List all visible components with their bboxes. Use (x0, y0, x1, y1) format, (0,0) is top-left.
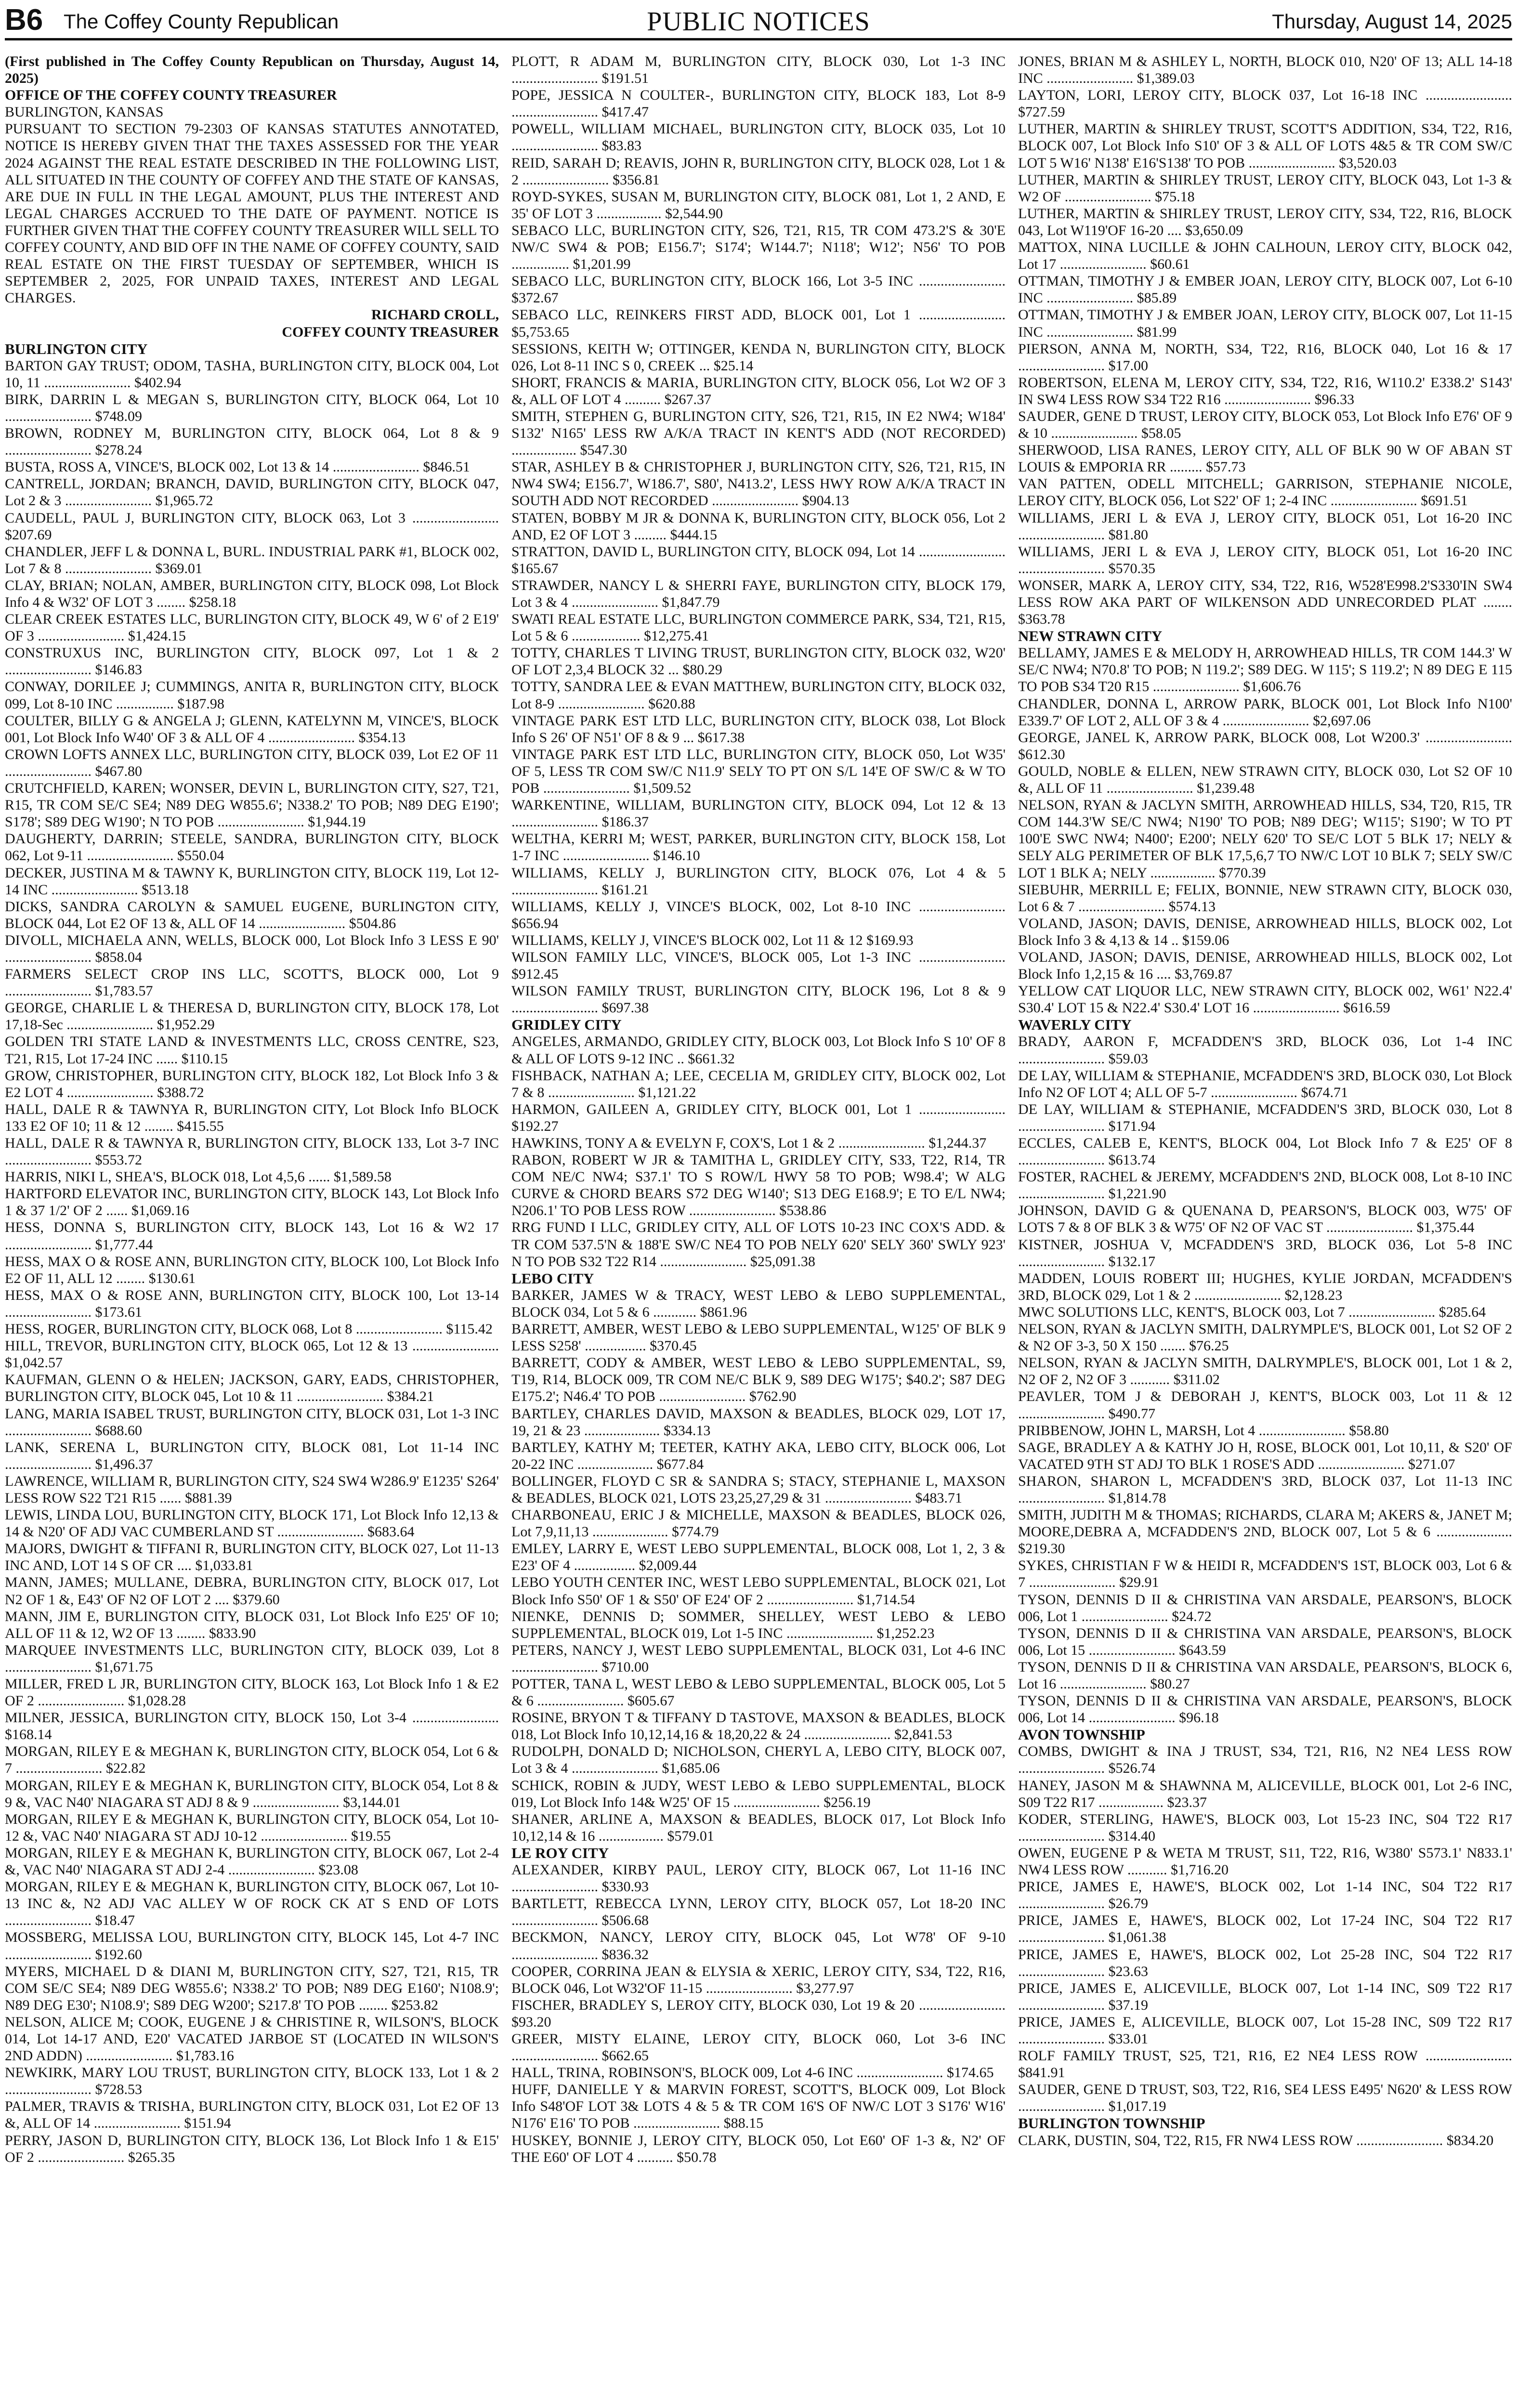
tax-listing: TYSON, DENNIS D II & CHRISTINA VAN ARSDALE, PEARSON'S, BLOCK 006, Lot 1 ........................ $24.72 (1018, 1591, 1512, 1624)
tax-listing: BOLLINGER, FLOYD C SR & SANDRA S; STACY, STEPHANIE L, MAXSON & BEADLES, BLOCK 021, LOTS 23,25,27,29 & 31 ........................ $483.71 (511, 1473, 1006, 1506)
tax-listing: CONWAY, DORILEE J; CUMMINGS, ANITA R, BURLINGTON CITY, BLOCK 099, Lot 8-10 INC ................ $187.98 (5, 679, 499, 712)
tax-listing: GROW, CHRISTOPHER, BURLINGTON CITY, BLOCK 182, Lot Block Info 3 & E2 LOT 4 ........................ $388.72 (5, 1067, 499, 1100)
tax-listing: WELTHA, KERRI M; WEST, PARKER, BURLINGTON CITY, BLOCK 158, Lot 1-7 INC ........................ $146.10 (511, 831, 1006, 864)
tax-listing: MANN, JAMES; MULLANE, DEBRA, BURLINGTON CITY, BLOCK 017, Lot N2 OF 1 &, E43' OF N2 OF LOT 2 .... $379.60 (5, 1574, 499, 1608)
tax-listing: SEBACO LLC, REINKERS FIRST ADD, BLOCK 001, Lot 1 ........................ $5,753.65 (511, 307, 1006, 340)
tax-listing: BECKMON, NANCY, LEROY CITY, BLOCK 045, Lot W78' OF 9-10 ........................ $836.32 (511, 1929, 1006, 1963)
tax-listing: SHARON, SHARON L, MCFADDEN'S 3RD, BLOCK 037, Lot 11-13 INC ........................ $1,814.78 (1018, 1473, 1512, 1506)
tax-listing: SAUDER, GENE D TRUST, S03, T22, R16, SE4 LESS E495' N620' & LESS ROW ........................ $1,017.19 (1018, 2081, 1512, 2115)
tax-listing: GOULD, NOBLE & ELLEN, NEW STRAWN CITY, BLOCK 030, Lot S2 OF 10 &, ALL OF 11 ........................ $1,239.48 (1018, 763, 1512, 797)
tax-listing: STRAWDER, NANCY L & SHERRI FAYE, BURLINGTON CITY, BLOCK 179, Lot 3 & 4 ........................ $1,847.79 (511, 577, 1006, 610)
tax-listing: JONES, BRIAN M & ASHLEY L, NORTH, BLOCK 010, N20' OF 13; ALL 14-18 INC ........................ $1,389.03 (1018, 53, 1512, 87)
tax-listing: WONSER, MARK A, LEROY CITY, S34, T22, R16, W528'E998.2'S330'IN SW4 LESS ROW AKA PART OF WILKENSON ADD UNRECORDED PLAT ........ $363.78 (1018, 577, 1512, 628)
tax-listing: DICKS, SANDRA CAROLYN & SAMUEL EUGENE, BURLINGTON CITY, BLOCK 044, Lot E2 OF 13 &, ALL OF 14 ........................ $504.86 (5, 898, 499, 931)
tax-listing: CONSTRUXUS INC, BURLINGTON CITY, BLOCK 097, Lot 1 & 2 ........................ $146.83 (5, 645, 499, 678)
signer-name: RICHARD CROLL, (371, 307, 499, 323)
tax-listing: TYSON, DENNIS D II & CHRISTINA VAN ARSDALE, PEARSON'S, BLOCK 6, Lot 16 ........................ $80.27 (1018, 1659, 1512, 1692)
tax-listing: MADDEN, LOUIS ROBERT III; HUGHES, KYLIE JORDAN, MCFADDEN'S 3RD, BLOCK 029, Lot 1 & 2 ........................ $2,128.23 (1018, 1270, 1512, 1303)
tax-listing: BARTLEY, KATHY M; TEETER, KATHY AKA, LEBO CITY, BLOCK 006, Lot 20-22 INC ..................... $677.84 (511, 1439, 1006, 1472)
tax-listing: ROYD-SYKES, SUSAN M, BURLINGTON CITY, BLOCK 081, Lot 1, 2 AND, E 35' OF LOT 3 .................. $2,544.90 (511, 188, 1006, 222)
tax-listing: BARRETT, AMBER, WEST LEBO & LEBO SUPPLEMENTAL, W125' OF BLK 9 LESS S258' ................. $370.45 (511, 1321, 1006, 1354)
tax-listing: WILLIAMS, KELLY J, BURLINGTON CITY, BLOCK 076, Lot 4 & 5 ........................ $161.21 (511, 864, 1006, 898)
tax-listing: GEORGE, JANEL K, ARROW PARK, BLOCK 008, Lot W200.3' ........................ $612.30 (1018, 729, 1512, 762)
signer-title: COFFEY COUNTY TREASURER (282, 324, 499, 340)
tax-listing: NEWKIRK, MARY LOU TRUST, BURLINGTON CITY, BLOCK 133, Lot 1 & 2 ........................ $728.53 (5, 2065, 499, 2098)
page-number: B6 (5, 3, 43, 37)
tax-listing: LUTHER, MARTIN & SHIRLEY TRUST, SCOTT'S ADDITION, S34, T22, R16, BLOCK 007, Lot Block Info S10' OF 3 & ALL OF LOTS 4&5 & TR COM SW/C LOT 5 W16' N138' E16'S138' TO POB ........................ $3,520.03 (1018, 121, 1512, 171)
city-heading: BURLINGTON TOWNSHIP (1018, 2115, 1205, 2132)
tax-listing: PRICE, JAMES E, HAWE'S, BLOCK 002, Lot 25-28 INC, S04 T22 R17 ........................ $23.63 (1018, 1946, 1512, 1979)
tax-listing: SEBACO LLC, BURLINGTON CITY, BLOCK 166, Lot 3-5 INC ........................ $372.67 (511, 273, 1006, 306)
tax-listing: POWELL, WILLIAM MICHAEL, BURLINGTON CITY, BLOCK 035, Lot 10 ........................ $83.83 (511, 121, 1006, 154)
tax-listing: MOSSBERG, MELISSA LOU, BURLINGTON CITY, BLOCK 145, Lot 4-7 INC ........................ $192.60 (5, 1929, 499, 1963)
tax-listing: NELSON, RYAN & JACLYN SMITH, DALRYMPLE'S, BLOCK 001, Lot 1 & 2, N2 OF 2, N2 OF 3 ........... $311.02 (1018, 1355, 1512, 1388)
tax-listing: MORGAN, RILEY E & MEGHAN K, BURLINGTON CITY, BLOCK 054, Lot 6 & 7 ........................ $22.82 (5, 1743, 499, 1777)
tax-listing: VINTAGE PARK EST LTD LLC, BURLINGTON CITY, BLOCK 038, Lot Block Info S 26' OF N51' OF 8 & 9 ... $617.38 (511, 712, 1006, 746)
city-heading: GRIDLEY CITY (511, 1016, 622, 1034)
tax-listing: VINTAGE PARK EST LTD LLC, BURLINGTON CITY, BLOCK 050, Lot W35' OF 5, LESS TR COM SW/C N11.9' SELY TO PT ON S/L 14'E OF SW/C & W TO POB ........................ $1,509.52 (511, 746, 1006, 797)
tax-listing: NELSON, RYAN & JACLYN SMITH, ARROWHEAD HILLS, S34, T20, R15, TR COM 144.3'W SE/C NW4; N190' TO POB; N89 DEG'; W115'; S190'; W TO PT 100'E SWC NW4; N400'; E200'; NELY 620' TO SE/C LOT 5 BLK 17; NELY & SELY ALG PERIMETER OF BLK 17,5,6,7 TO NW/C LOT 10 BLK 7; SELY SW/C LOT 1 BLK A; NELY .................. $770.39 (1018, 797, 1512, 881)
tax-listing: DAUGHERTY, DARRIN; STEELE, SANDRA, BURLINGTON CITY, BLOCK 062, Lot 9-11 ........................ $550.04 (5, 831, 499, 864)
column-1 (5, 53, 499, 2408)
tax-listing: MAJORS, DWIGHT & TIFFANI R, BURLINGTON CITY, BLOCK 027, Lot 11-13 INC AND, LOT 14 S OF CR .... $1,033.81 (5, 1541, 499, 1574)
tax-listing: SHORT, FRANCIS & MARIA, BURLINGTON CITY, BLOCK 056, Lot W2 OF 3 &, ALL OF LOT 4 .......... $267.37 (511, 374, 1006, 407)
paper-name: The Coffey County Republican (64, 10, 339, 33)
tax-listing: HARTFORD ELEVATOR INC, BURLINGTON CITY, BLOCK 143, Lot Block Info 1 & 37 1/2' OF 2 ...... $1,069.16 (5, 1186, 499, 1219)
tax-listing: OTTMAN, TIMOTHY J & EMBER JOAN, LEROY CITY, BLOCK 007, Lot 6-10 INC ........................ $85.89 (1018, 273, 1512, 306)
tax-listing: ROSINE, BRYON T & TIFFANY D TASTOVE, MAXSON & BEADLES, BLOCK 018, Lot Block Info 10,12,14,16 & 18,20,22 & 24 ........................ $2,841.53 (511, 1710, 1006, 1743)
tax-listing: BARTON GAY TRUST; ODOM, TASHA, BURLINGTON CITY, BLOCK 004, Lot 10, 11 ........................ $402.94 (5, 357, 499, 391)
tax-listing: TOTTY, SANDRA LEE & EVAN MATTHEW, BURLINGTON CITY, BLOCK 032, Lot 8-9 ........................ $620.88 (511, 679, 1006, 712)
tax-listing: JOHNSON, DAVID G & QUENANA D, PEARSON'S, BLOCK 003, W75' OF LOTS 7 & 8 OF BLK 3 & W75' OF N2 OF VAC ST ........................ $1,375.44 (1018, 1203, 1512, 1236)
tax-listing: HESS, MAX O & ROSE ANN, BURLINGTON CITY, BLOCK 100, Lot Block Info E2 OF 11, ALL 12 ........ $130.61 (5, 1253, 499, 1286)
tax-listing: HESS, ROGER, BURLINGTON CITY, BLOCK 068, Lot 8 ........................ $115.42 (5, 1321, 493, 1337)
tax-listing: SIEBUHR, MERRILL E; FELIX, BONNIE, NEW STRAWN CITY, BLOCK 030, Lot 6 & 7 ........................ $574.13 (1018, 881, 1512, 915)
tax-listing: HESS, DONNA S, BURLINGTON CITY, BLOCK 143, Lot 16 & W2 17 ........................ $1,777.44 (5, 1219, 499, 1253)
tax-listing: BARTLEY, CHARLES DAVID, MAXSON & BEADLES, BLOCK 029, LOT 17, 19, 21 & 23 ..................... $334.13 (511, 1405, 1006, 1439)
tax-listing: PALMER, TRAVIS & TRISHA, BURLINGTON CITY, BLOCK 031, Lot E2 OF 13 &, ALL OF 14 ........................ $151.94 (5, 2098, 499, 2132)
tax-listing: MORGAN, RILEY E & MEGHAN K, BURLINGTON CITY, BLOCK 067, Lot 10-13 INC &, N2 ADJ VAC ALLEY W OF ROCK CK AT S END OF LOTS ........................ $18.47 (5, 1879, 499, 1929)
tax-listing: RABON, ROBERT W JR & TAMITHA L, GRIDLEY CITY, S33, T22, R14, TR COM NE/C NW4; S37.1' TO S ROW/L HWY 58 TO POB; W98.4'; W ALG CURVE & CHORD BEARS S72 DEG W140'; S13 DEG E168.9'; E TO E/L NW4; N206.1' TO POB LESS ROW ........................ $538.86 (511, 1152, 1006, 1219)
notice-body: PURSUANT TO SECTION 79-2303 OF KANSAS STATUTES ANNOTATED, NOTICE IS HEREBY GIVEN THAT THE TAXES ASSESSED FOR THE YEAR 2024 AGAINST THE REAL ESTATE DESCRIBED IN THE FOLLOWING LIST, ALL SITUATED IN THE COUNTY OF COFFEY AND THE STATE OF KANSAS, ARE DUE IN FULL IN THE LEGAL AMOUNT, PLUS THE INTEREST AND LEGAL CHARGES ACCRUED TO THE DATE OF PAYMENT. NOTICE IS FURTHER GIVEN THAT THE COFFEY COUNTY TREASURER WILL SELL TO COFFEY COUNTY, AND BID OFF IN THE NAME OF COFFEY COUNTY, SAID REAL ESTATE ON THE FIRST TUESDAY OF SEPTEMBER, WHICH IS SEPTEMBER 2, 2025, FOR UNPAID TAXES, INTEREST AND LEGAL CHARGES. (5, 121, 499, 306)
tax-listing: GOLDEN TRI STATE LAND & INVESTMENTS LLC, CROSS CENTRE, S23, T21, R15, Lot 17-24 INC ...... $110.15 (5, 1034, 499, 1067)
tax-listing: BARRETT, CODY & AMBER, WEST LEBO & LEBO SUPPLEMENTAL, S9, T19, R14, BLOCK 009, TR COM NE/C BLK 9, S89 DEG W175'; $40.2'; S87 DEG E175.2'; N46.4' TO POB ........................ $762.90 (511, 1355, 1006, 1405)
tax-listing: COMBS, DWIGHT & INA J TRUST, S34, T21, R16, N2 NE4 LESS ROW ........................ $526.74 (1018, 1743, 1512, 1777)
tax-listing: BARTLETT, REBECCA LYNN, LEROY CITY, BLOCK 057, Lot 18-20 INC ........................ $506.68 (511, 1896, 1006, 1929)
tax-listing: RRG FUND I LLC, GRIDLEY CITY, ALL OF LOTS 10-23 INC COX'S ADD. & TR COM 537.5'N & 188'E SW/C NE4 TO POB NELY 620' SELY 360' SWLY 923' N TO POB S32 T22 R14 ........................ $25,091.38 (511, 1219, 1006, 1269)
tax-listing: SHANER, ARLINE A, MAXSON & BEADLES, BLOCK 017, Lot Block Info 10,12,14 & 16 .................. $579.01 (511, 1811, 1006, 1844)
tax-listing: MATTOX, NINA LUCILLE & JOHN CALHOUN, LEROY CITY, BLOCK 042, Lot 17 ........................ $60.61 (1018, 239, 1512, 273)
tax-listing: VOLAND, JASON; DAVIS, DENISE, ARROWHEAD HILLS, BLOCK 002, Lot Block Info 1,2,15 & 16 .... $3,769.87 (1018, 949, 1512, 982)
tax-listing: ECCLES, CALEB E, KENT'S, BLOCK 004, Lot Block Info 7 & E25' OF 8 ........................ $613.74 (1018, 1135, 1512, 1168)
tax-listing: FISCHER, BRADLEY S, LEROY CITY, BLOCK 030, Lot 19 & 20 ........................ $93.20 (511, 1997, 1006, 2030)
tax-listing: PRICE, JAMES E, ALICEVILLE, BLOCK 007, Lot 15-28 INC, S09 T22 R17 ........................ $33.01 (1018, 2014, 1512, 2047)
tax-listing: ROLF FAMILY TRUST, S25, T21, R16, E2 NE4 LESS ROW ........................ $841.91 (1018, 2048, 1512, 2081)
tax-listing: HAWKINS, TONY A & EVELYN F, COX'S, Lot 1 & 2 ........................ $1,244.37 (511, 1135, 987, 1151)
tax-listing: NIENKE, DENNIS D; SOMMER, SHELLEY, WEST LEBO & LEBO SUPPLEMENTAL, BLOCK 019, Lot 1-5 INC ........................ $1,252.23 (511, 1608, 1006, 1641)
tax-listing: CANTRELL, JORDAN; BRANCH, DAVID, BURLINGTON CITY, BLOCK 047, Lot 2 & 3 ........................ $1,965.72 (5, 476, 499, 509)
tax-listing: LAYTON, LORI, LEROY CITY, BLOCK 037, Lot 16-18 INC ........................ $727.59 (1018, 87, 1512, 120)
tax-listing: MORGAN, RILEY E & MEGHAN K, BURLINGTON CITY, BLOCK 067, Lot 2-4 &, VAC N40' NIAGARA ST ADJ 2-4 ........................ $23.08 (5, 1845, 499, 1878)
tax-listing: SESSIONS, KEITH W; OTTINGER, KENDA N, BURLINGTON CITY, BLOCK 026, Lot 8-11 INC S 0, CREEK ... $25.14 (511, 340, 1006, 374)
tax-listing: WILSON FAMILY TRUST, BURLINGTON CITY, BLOCK 196, Lot 8 & 9 ........................ $697.38 (511, 983, 1006, 1016)
tax-listing: DE LAY, WILLIAM & STEPHANIE, MCFADDEN'S 3RD, BLOCK 030, Lot 8 ........................ $171.94 (1018, 1101, 1512, 1134)
tax-listing: PRICE, JAMES E, HAWE'S, BLOCK 002, Lot 17-24 INC, S04 T22 R17 ........................ $1,061.38 (1018, 1912, 1512, 1946)
tax-listing: SAUDER, GENE D TRUST, LEROY CITY, BLOCK 053, Lot Block Info E76' OF 9 & 10 ........................ $58.05 (1018, 408, 1512, 442)
tax-listing: EMLEY, LARRY E, WEST LEBO SUPPLEMENTAL, BLOCK 008, Lot 1, 2, 3 & E23' OF 4 ................. $2,009.44 (511, 1541, 1006, 1574)
tax-listing: TOTTY, CHARLES T LIVING TRUST, BURLINGTON CITY, BLOCK 032, W20' OF LOT 2,3,4 BLOCK 32 ... $80.29 (511, 645, 1006, 678)
tax-listing: VAN PATTEN, ODELL MITCHELL; GARRISON, STEPHANIE NICOLE, LEROY CITY, BLOCK 056, Lot S22' OF 1; 2-4 INC ........................ $691.51 (1018, 476, 1512, 509)
city-heading: BURLINGTON CITY (5, 340, 148, 357)
tax-listing: BELLAMY, JAMES E & MELODY H, ARROWHEAD HILLS, TR COM 144.3' W SE/C NW4; N70.8' TO POB; N 119.2'; S89 DEG. W 115'; S 119.2'; N 89 DEG E 115 TO POB S34 T20 R15 ........................ $1,606.76 (1018, 645, 1512, 695)
tax-listing: HARRIS, NIKI L, SHEA'S, BLOCK 018, Lot 4,5,6 ...... $1,589.58 (5, 1169, 392, 1185)
tax-listing: SWATI REAL ESTATE LLC, BURLINGTON COMMERCE PARK, S34, T21, R15, Lot 5 & 6 ................... $12,275.41 (511, 611, 1006, 644)
tax-listing: GREER, MISTY ELAINE, LEROY CITY, BLOCK 060, Lot 3-6 INC ........................ $662.65 (511, 2030, 1006, 2064)
office-heading: OFFICE OF THE COFFEY COUNTY TREASURER (5, 87, 337, 104)
tax-listing: PETERS, NANCY J, WEST LEBO SUPPLEMENTAL, BLOCK 031, Lot 4-6 INC ........................ $710.00 (511, 1642, 1006, 1675)
tax-listing: SEBACO LLC, BURLINGTON CITY, S26, T21, R15, TR COM 473.2'S & 30'E NW/C SW4 & POB; E156.7'; S174'; W144.7'; N118'; W12'; N56' TO POB ................ $1,201.99 (511, 222, 1006, 273)
city-heading: LE ROY CITY (511, 1844, 609, 1861)
column-2 (511, 53, 1006, 2408)
tax-listing: LEWIS, LINDA LOU, BURLINGTON CITY, BLOCK 171, Lot Block Info 12,13 & 14 & N20' OF ADJ VAC CUMBERLAND ST ........................ $683.64 (5, 1507, 499, 1540)
tax-listing: HALL, TRINA, ROBINSON'S, BLOCK 009, Lot 4-6 INC ........................ $174.65 (511, 2065, 994, 2081)
tax-listing: DECKER, JUSTINA M & TAWNY K, BURLINGTON CITY, BLOCK 119, Lot 12-14 INC ........................ $513.18 (5, 864, 499, 898)
section-title: PUBLIC NOTICES (647, 7, 870, 37)
tax-listing: PRICE, JAMES E, ALICEVILLE, BLOCK 007, Lot 1-14 INC, S09 T22 R17 ........................ $37.19 (1018, 1980, 1512, 2013)
tax-listing: HUFF, DANIELLE Y & MARVIN FOREST, SCOTT'S, BLOCK 009, Lot Block Info S48'OF LOT 3& LOTS 4 & 5 & TR COM 16'S OF NW/C LOT 3 S176' W16' N176' E16' TO POB ........................ $88.15 (511, 2081, 1006, 2132)
tax-listing: MANN, JIM E, BURLINGTON CITY, BLOCK 031, Lot Block Info E25' OF 10; ALL OF 11 & 12, W2 OF 13 ........ $833.90 (5, 1608, 499, 1641)
tax-listing: TYSON, DENNIS D II & CHRISTINA VAN ARSDALE, PEARSON'S, BLOCK 006, Lot 15 ........................ $643.59 (1018, 1625, 1512, 1658)
tax-listing: LUTHER, MARTIN & SHIRLEY TRUST, LEROY CITY, BLOCK 043, Lot 1-3 & W2 OF ........................ $75.18 (1018, 171, 1512, 205)
tax-listing: PLOTT, R ADAM M, BURLINGTON CITY, BLOCK 030, Lot 1-3 INC ........................ $191.51 (511, 53, 1006, 87)
tax-listing: PRICE, JAMES E, HAWE'S, BLOCK 002, Lot 1-14 INC, S04 T22 R17 ........................ $26.79 (1018, 1879, 1512, 1912)
tax-listing: COULTER, BILLY G & ANGELA J; GLENN, KATELYNN M, VINCE'S, BLOCK 001, Lot Block Info W40' OF 3 & ALL OF 4 ........................ $354.13 (5, 712, 499, 746)
tax-listing: CLARK, DUSTIN, S04, T22, R15, FR NW4 LESS ROW ........................ $834.20 (1018, 2132, 1494, 2148)
tax-listing: HANEY, JASON M & SHAWNNA M, ALICEVILLE, BLOCK 001, Lot 2-6 INC, S09 T22 R17 .................. $23.37 (1018, 1777, 1512, 1810)
tax-listing: HALL, DALE R & TAWNYA R, BURLINGTON CITY, Lot Block Info BLOCK 133 E2 OF 10; 11 & 12 ........ $415.55 (5, 1101, 499, 1134)
tax-listing: SMITH, JUDITH M & THOMAS; RICHARDS, CLARA M; AKERS &, JANET M; MOORE,DEBRA A, MCFADDEN'S 2ND, BLOCK 007, Lot 5 & 6 ..................... $219.30 (1018, 1507, 1512, 1557)
tax-listing: HESS, MAX O & ROSE ANN, BURLINGTON CITY, BLOCK 100, Lot 13-14 ........................ $173.61 (5, 1287, 499, 1320)
column-3 (1018, 53, 1512, 2408)
tax-listing: WILLIAMS, KELLY J, VINCE'S BLOCK, 002, Lot 8-10 INC ........................ $656.94 (511, 898, 1006, 931)
tax-listing: SCHICK, ROBIN & JUDY, WEST LEBO & LEBO SUPPLEMENTAL, BLOCK 019, Lot Block Info 14& W25' OF 15 ........................ $256.19 (511, 1777, 1006, 1810)
publication-line: (First published in The Coffey County Republican on Thursday, August 14, 2025) (5, 53, 499, 87)
tax-listing: CHANDLER, JEFF L & DONNA L, BURL. INDUSTRIAL PARK #1, BLOCK 002, Lot 7 & 8 ........................ $369.01 (5, 543, 499, 576)
tax-listing: YELLOW CAT LIQUOR LLC, NEW STRAWN CITY, BLOCK 002, W61' N22.4' S30.4' LOT 15 & N22.4' S30.4' LOT 16 ........................ $616.59 (1018, 983, 1512, 1016)
tax-listing: ANGELES, ARMANDO, GRIDLEY CITY, BLOCK 003, Lot Block Info S 10' OF 8 & ALL OF LOTS 9-12 INC .. $661.32 (511, 1034, 1006, 1067)
tax-listing: PRIBBENOW, JOHN L, MARSH, Lot 4 ........................ $58.80 (1018, 1422, 1389, 1439)
tax-listing: BRADY, AARON F, MCFADDEN'S 3RD, BLOCK 036, Lot 1-4 INC ........................ $59.03 (1018, 1034, 1512, 1067)
tax-listing: LANK, SERENA L, BURLINGTON CITY, BLOCK 081, Lot 11-14 INC ........................ $1,496.37 (5, 1439, 499, 1472)
tax-listing: REID, SARAH D; REAVIS, JOHN R, BURLINGTON CITY, BLOCK 028, Lot 1 & 2 ........................ $356.81 (511, 155, 1006, 188)
tax-listing: MORGAN, RILEY E & MEGHAN K, BURLINGTON CITY, BLOCK 054, Lot 8 & 9 &, VAC N40' NIAGARA ST ADJ 8 & 9 ........................ $3,144.01 (5, 1777, 499, 1810)
tax-listing: MILLER, FRED L JR, BURLINGTON CITY, BLOCK 163, Lot Block Info 1 & E2 OF 2 ........................ $1,028.28 (5, 1676, 499, 1709)
tax-listing: HARMON, GAILEEN A, GRIDLEY CITY, BLOCK 001, Lot 1 ........................ $192.27 (511, 1101, 1006, 1134)
city-heading: NEW STRAWN CITY (1018, 628, 1163, 645)
tax-listing: NELSON, ALICE M; COOK, EUGENE J & CHRISTINE R, WILSON'S, BLOCK 014, Lot 14-17 AND, E20' VACATED JARBOE ST (LOCATED IN WILSON'S 2ND ADDN) ........................ $1,783.16 (5, 2014, 499, 2064)
tax-listing: ALEXANDER, KIRBY PAUL, LEROY CITY, BLOCK 067, Lot 11-16 INC ........................ $330.93 (511, 1862, 1006, 1895)
tax-listing: CAUDELL, PAUL J, BURLINGTON CITY, BLOCK 063, Lot 3 ........................ $207.69 (5, 510, 499, 543)
tax-listing: WILLIAMS, KELLY J, VINCE'S BLOCK 002, Lot 11 & 12 $169.93 (511, 932, 914, 948)
tax-listing: PEAVLER, TOM J & DEBORAH J, KENT'S, BLOCK 003, Lot 11 & 12 ........................ $490.77 (1018, 1388, 1512, 1422)
tax-listing: OTTMAN, TIMOTHY J & EMBER JOAN, LEROY CITY, BLOCK 007, Lot 11-15 INC ........................ $81.99 (1018, 307, 1512, 340)
tax-listing: FISHBACK, NATHAN A; LEE, CECELIA M, GRIDLEY CITY, BLOCK 002, Lot 7 & 8 ........................ $1,121.22 (511, 1067, 1006, 1100)
tax-listing: CRUTCHFIELD, KAREN; WONSER, DEVIN L, BURLINGTON CITY, S27, T21, R15, TR COM SE/C SE4; N89 DEG W855.6'; N338.2' TO POB; N89 DEG E190'; S178'; S89 DEG W190'; N TO POB ........................ $1,944.19 (5, 780, 499, 830)
tax-listing: LUTHER, MARTIN & SHIRLEY TRUST, LEROY CITY, S34, T22, R16, BLOCK 043, Lot W119'OF 16-20 .... $3,650.09 (1018, 205, 1512, 238)
tax-listing: MARQUEE INVESTMENTS LLC, BURLINGTON CITY, BLOCK 039, Lot 8 ........................ $1,671.75 (5, 1642, 499, 1675)
tax-listing: OWEN, EUGENE P & WETA M TRUST, S11, T22, R16, W380' S573.1' N833.1' NW4 LESS ROW ........... $1,716.20 (1018, 1845, 1512, 1878)
tax-listing: FOSTER, RACHEL & JEREMY, MCFADDEN'S 2ND, BLOCK 008, Lot 8-10 INC ........................ $1,221.90 (1018, 1169, 1512, 1202)
tax-listing: KODER, STERLING, HAWE'S, BLOCK 003, Lot 15-23 INC, S04 T22 R17 ........................ $314.40 (1018, 1811, 1512, 1844)
tax-listing: VOLAND, JASON; DAVIS, DENISE, ARROWHEAD HILLS, BLOCK 002, Lot Block Info 3 & 4,13 & 14 .. $159.06 (1018, 915, 1512, 948)
tax-listing: HALL, DALE R & TAWNYA R, BURLINGTON CITY, BLOCK 133, Lot 3-7 INC ........................ $553.72 (5, 1135, 499, 1168)
tax-listing: MORGAN, RILEY E & MEGHAN K, BURLINGTON CITY, BLOCK 054, Lot 10-12 &, VAC N40' NIAGARA ST ADJ 10-12 ........................ $19.55 (5, 1811, 499, 1844)
city-heading: WAVERLY CITY (1018, 1016, 1132, 1034)
tax-listing: FARMERS SELECT CROP INS LLC, SCOTT'S, BLOCK 000, Lot 9 ........................ $1,783.57 (5, 966, 499, 999)
tax-listing: KAUFMAN, GLENN O & HELEN; JACKSON, GARY, EADS, CHRISTOPHER, BURLINGTON CITY, BLOCK 045, Lot 10 & 11 ........................ $384.21 (5, 1372, 499, 1405)
tax-listing: SHERWOOD, LISA RANES, LEROY CITY, ALL OF BLK 90 W OF ABAN ST LOUIS & EMPORIA RR ......... $57.73 (1018, 442, 1512, 475)
tax-listing: TYSON, DENNIS D II & CHRISTINA VAN ARSDALE, PEARSON'S, BLOCK 006, Lot 14 ........................ $96.18 (1018, 1693, 1512, 1726)
tax-listing: NELSON, RYAN & JACLYN SMITH, DALRYMPLE'S, BLOCK 001, Lot S2 OF 2 & N2 OF 3-3, 50 X 150 ....... $76.25 (1018, 1321, 1512, 1354)
tax-listing: MILNER, JESSICA, BURLINGTON CITY, BLOCK 150, Lot 3-4 ........................ $168.14 (5, 1710, 499, 1743)
tax-listing: SAGE, BRADLEY A & KATHY JO H, ROSE, BLOCK 001, Lot 10,11, & S20' OF VACATED 9TH ST ADJ TO BLK 1 ROSE'S ADD ........................ $271.07 (1018, 1439, 1512, 1472)
tax-listing: LEBO YOUTH CENTER INC, WEST LEBO SUPPLEMENTAL, BLOCK 021, Lot Block Info S50' OF 1 & S50' OF E24' OF 2 ........................ $1,714.54 (511, 1574, 1006, 1608)
tax-listing: SYKES, CHRISTIAN F W & HEIDI R, MCFADDEN'S 1ST, BLOCK 003, Lot 6 & 7 ........................ $29.91 (1018, 1557, 1512, 1591)
tax-listing: PIERSON, ANNA M, NORTH, S34, T22, R16, BLOCK 040, Lot 16 & 17 ........................ $17.00 (1018, 340, 1512, 374)
tax-listing: STATEN, BOBBY M JR & DONNA K, BURLINGTON CITY, BLOCK 056, Lot 2 AND, E2 OF LOT 3 ......... $444.15 (511, 510, 1006, 543)
tax-listing: LAWRENCE, WILLIAM R, BURLINGTON CITY, S24 SW4 W286.9' E1235' S264' LESS ROW S22 T21 R15 ...... $881.39 (5, 1473, 499, 1506)
tax-listing: CHANDLER, DONNA L, ARROW PARK, BLOCK 001, Lot Block Info N100' E339.7' OF LOT 2, ALL OF 3 & 4 ........................ $2,697.06 (1018, 695, 1512, 729)
tax-listing: HUSKEY, BONNIE J, LEROY CITY, BLOCK 050, Lot E60' OF 1-3 &, N2' OF THE E60' OF LOT 4 .......... $50.78 (511, 2132, 1006, 2165)
tax-listing: BARKER, JAMES W & TRACY, WEST LEBO & LEBO SUPPLEMENTAL, BLOCK 034, Lot 5 & 6 ............ $861.96 (511, 1287, 1006, 1320)
tax-listing: HILL, TREVOR, BURLINGTON CITY, BLOCK 065, Lot 12 & 13 ........................ $1,042.57 (5, 1338, 499, 1371)
tax-listing: ROBERTSON, ELENA M, LEROY CITY, S34, T22, R16, W110.2' E338.2' S143' IN SW4 LESS ROW S34 T22 R16 ........................ $96.33 (1018, 374, 1512, 407)
tax-listing: STAR, ASHLEY B & CHRISTOPHER J, BURLINGTON CITY, S26, T21, R15, IN NW4 SW4; E156.7', W186.7', S80', N413.2', LESS HWY ROW A/K/A TRACT IN SOUTH ADD NOT RECORDED ........................ $904.13 (511, 459, 1006, 509)
tax-listing: SMITH, STEPHEN G, BURLINGTON CITY, S26, T21, R15, IN E2 NW4; W184' S132' N165' LESS RW A/K/A TRACT IN KENT'S ADD (NOT RECORDED) .................. $547.30 (511, 408, 1006, 458)
tax-listing: GEORGE, CHARLIE L & THERESA D, BURLINGTON CITY, BLOCK 178, Lot 17,18-Sec ........................ $1,952.29 (5, 1000, 499, 1033)
tax-listing: MYERS, MICHAEL D & DIANI M, BURLINGTON CITY, S27, T21, R15, TR COM SE/C SE4; N89 DEG W855.6'; N338.2' TO POB; N89 DEG E160'; N108.9'; N89 DEG E30'; N108.9'; S89 DEG W200'; S217.8' TO POB ........ $253.82 (5, 1963, 499, 2013)
tax-listing: POPE, JESSICA N COULTER-, BURLINGTON CITY, BLOCK 183, Lot 8-9 ........................ $417.47 (511, 87, 1006, 120)
office-place: BURLINGTON, KANSAS (5, 104, 164, 120)
tax-listing: DIVOLL, MICHAELA ANN, WELLS, BLOCK 000, Lot Block Info 3 LESS E 90' ........................ $858.04 (5, 932, 499, 965)
issue-date: Thursday, August 14, 2025 (1272, 10, 1512, 33)
tax-listing: PERRY, JASON D, BURLINGTON CITY, BLOCK 136, Lot Block Info 1 & E15' OF 2 ........................ $265.35 (5, 2132, 499, 2165)
notice-columns (5, 53, 1512, 2408)
city-heading: AVON TOWNSHIP (1018, 1726, 1145, 1743)
tax-listing: BROWN, RODNEY M, BURLINGTON CITY, BLOCK 064, Lot 8 & 9 ........................ $278.24 (5, 425, 499, 458)
tax-listing: COOPER, CORRINA JEAN & ELYSIA & XERIC, LEROY CITY, S34, T22, R16, BLOCK 046, Lot W32'OF 11-15 ........................ $3,277.97 (511, 1963, 1006, 1996)
tax-listing: CLEAR CREEK ESTATES LLC, BURLINGTON CITY, BLOCK 49, W 6' of 2 E19' OF 3 ........................ $1,424.15 (5, 611, 499, 644)
page-header (5, 0, 1512, 40)
tax-listing: STRATTON, DAVID L, BURLINGTON CITY, BLOCK 094, Lot 14 ........................ $165.67 (511, 543, 1006, 576)
tax-listing: LANG, MARIA ISABEL TRUST, BURLINGTON CITY, BLOCK 031, Lot 1-3 INC ........................ $688.60 (5, 1405, 499, 1439)
tax-listing: MWC SOLUTIONS LLC, KENT'S, BLOCK 003, Lot 7 ........................ $285.64 (1018, 1304, 1486, 1320)
tax-listing: BIRK, DARRIN L & MEGAN S, BURLINGTON CITY, BLOCK 064, Lot 10 ........................ $748.09 (5, 391, 499, 424)
tax-listing: BUSTA, ROSS A, VINCE'S, BLOCK 002, Lot 13 & 14 ........................ $846.51 (5, 459, 470, 475)
tax-listing: WARKENTINE, WILLIAM, BURLINGTON CITY, BLOCK 094, Lot 12 & 13 ........................ $186.37 (511, 797, 1006, 830)
tax-listing: CHARBONEAU, ERIC J & MICHELLE, MAXSON & BEADLES, BLOCK 026, Lot 7,9,11,13 ..................... $774.79 (511, 1507, 1006, 1540)
tax-listing: WILLIAMS, JERI L & EVA J, LEROY CITY, BLOCK 051, Lot 16-20 INC ........................ $570.35 (1018, 543, 1512, 576)
city-heading: LEBO CITY (511, 1269, 594, 1287)
tax-listing: KISTNER, JOSHUA V, MCFADDEN'S 3RD, BLOCK 036, Lot 5-8 INC ........................ $132.17 (1018, 1236, 1512, 1269)
tax-listing: CROWN LOFTS ANNEX LLC, BURLINGTON CITY, BLOCK 039, Lot E2 OF 11 ........................ $467.80 (5, 746, 499, 779)
tax-listing: CLAY, BRIAN; NOLAN, AMBER, BURLINGTON CITY, BLOCK 098, Lot Block Info 4 & W32' OF LOT 3 ........ $258.18 (5, 577, 499, 610)
tax-listing: POTTER, TANA L, WEST LEBO & LEBO SUPPLEMENTAL, BLOCK 005, Lot 5 & 6 ........................ $605.67 (511, 1676, 1006, 1709)
tax-listing: WILLIAMS, JERI L & EVA J, LEROY CITY, BLOCK 051, Lot 16-20 INC ........................ $81.80 (1018, 510, 1512, 543)
tax-listing: DE LAY, WILLIAM & STEPHANIE, MCFADDEN'S 3RD, BLOCK 030, Lot Block Info N2 OF LOT 4; ALL OF 5-7 ........................ $674.71 (1018, 1067, 1512, 1100)
tax-listing: WILSON FAMILY LLC, VINCE'S, BLOCK 005, Lot 1-3 INC ........................ $912.45 (511, 949, 1006, 982)
tax-listing: RUDOLPH, DONALD D; NICHOLSON, CHERYL A, LEBO CITY, BLOCK 007, Lot 3 & 4 ........................ $1,685.06 (511, 1743, 1006, 1777)
